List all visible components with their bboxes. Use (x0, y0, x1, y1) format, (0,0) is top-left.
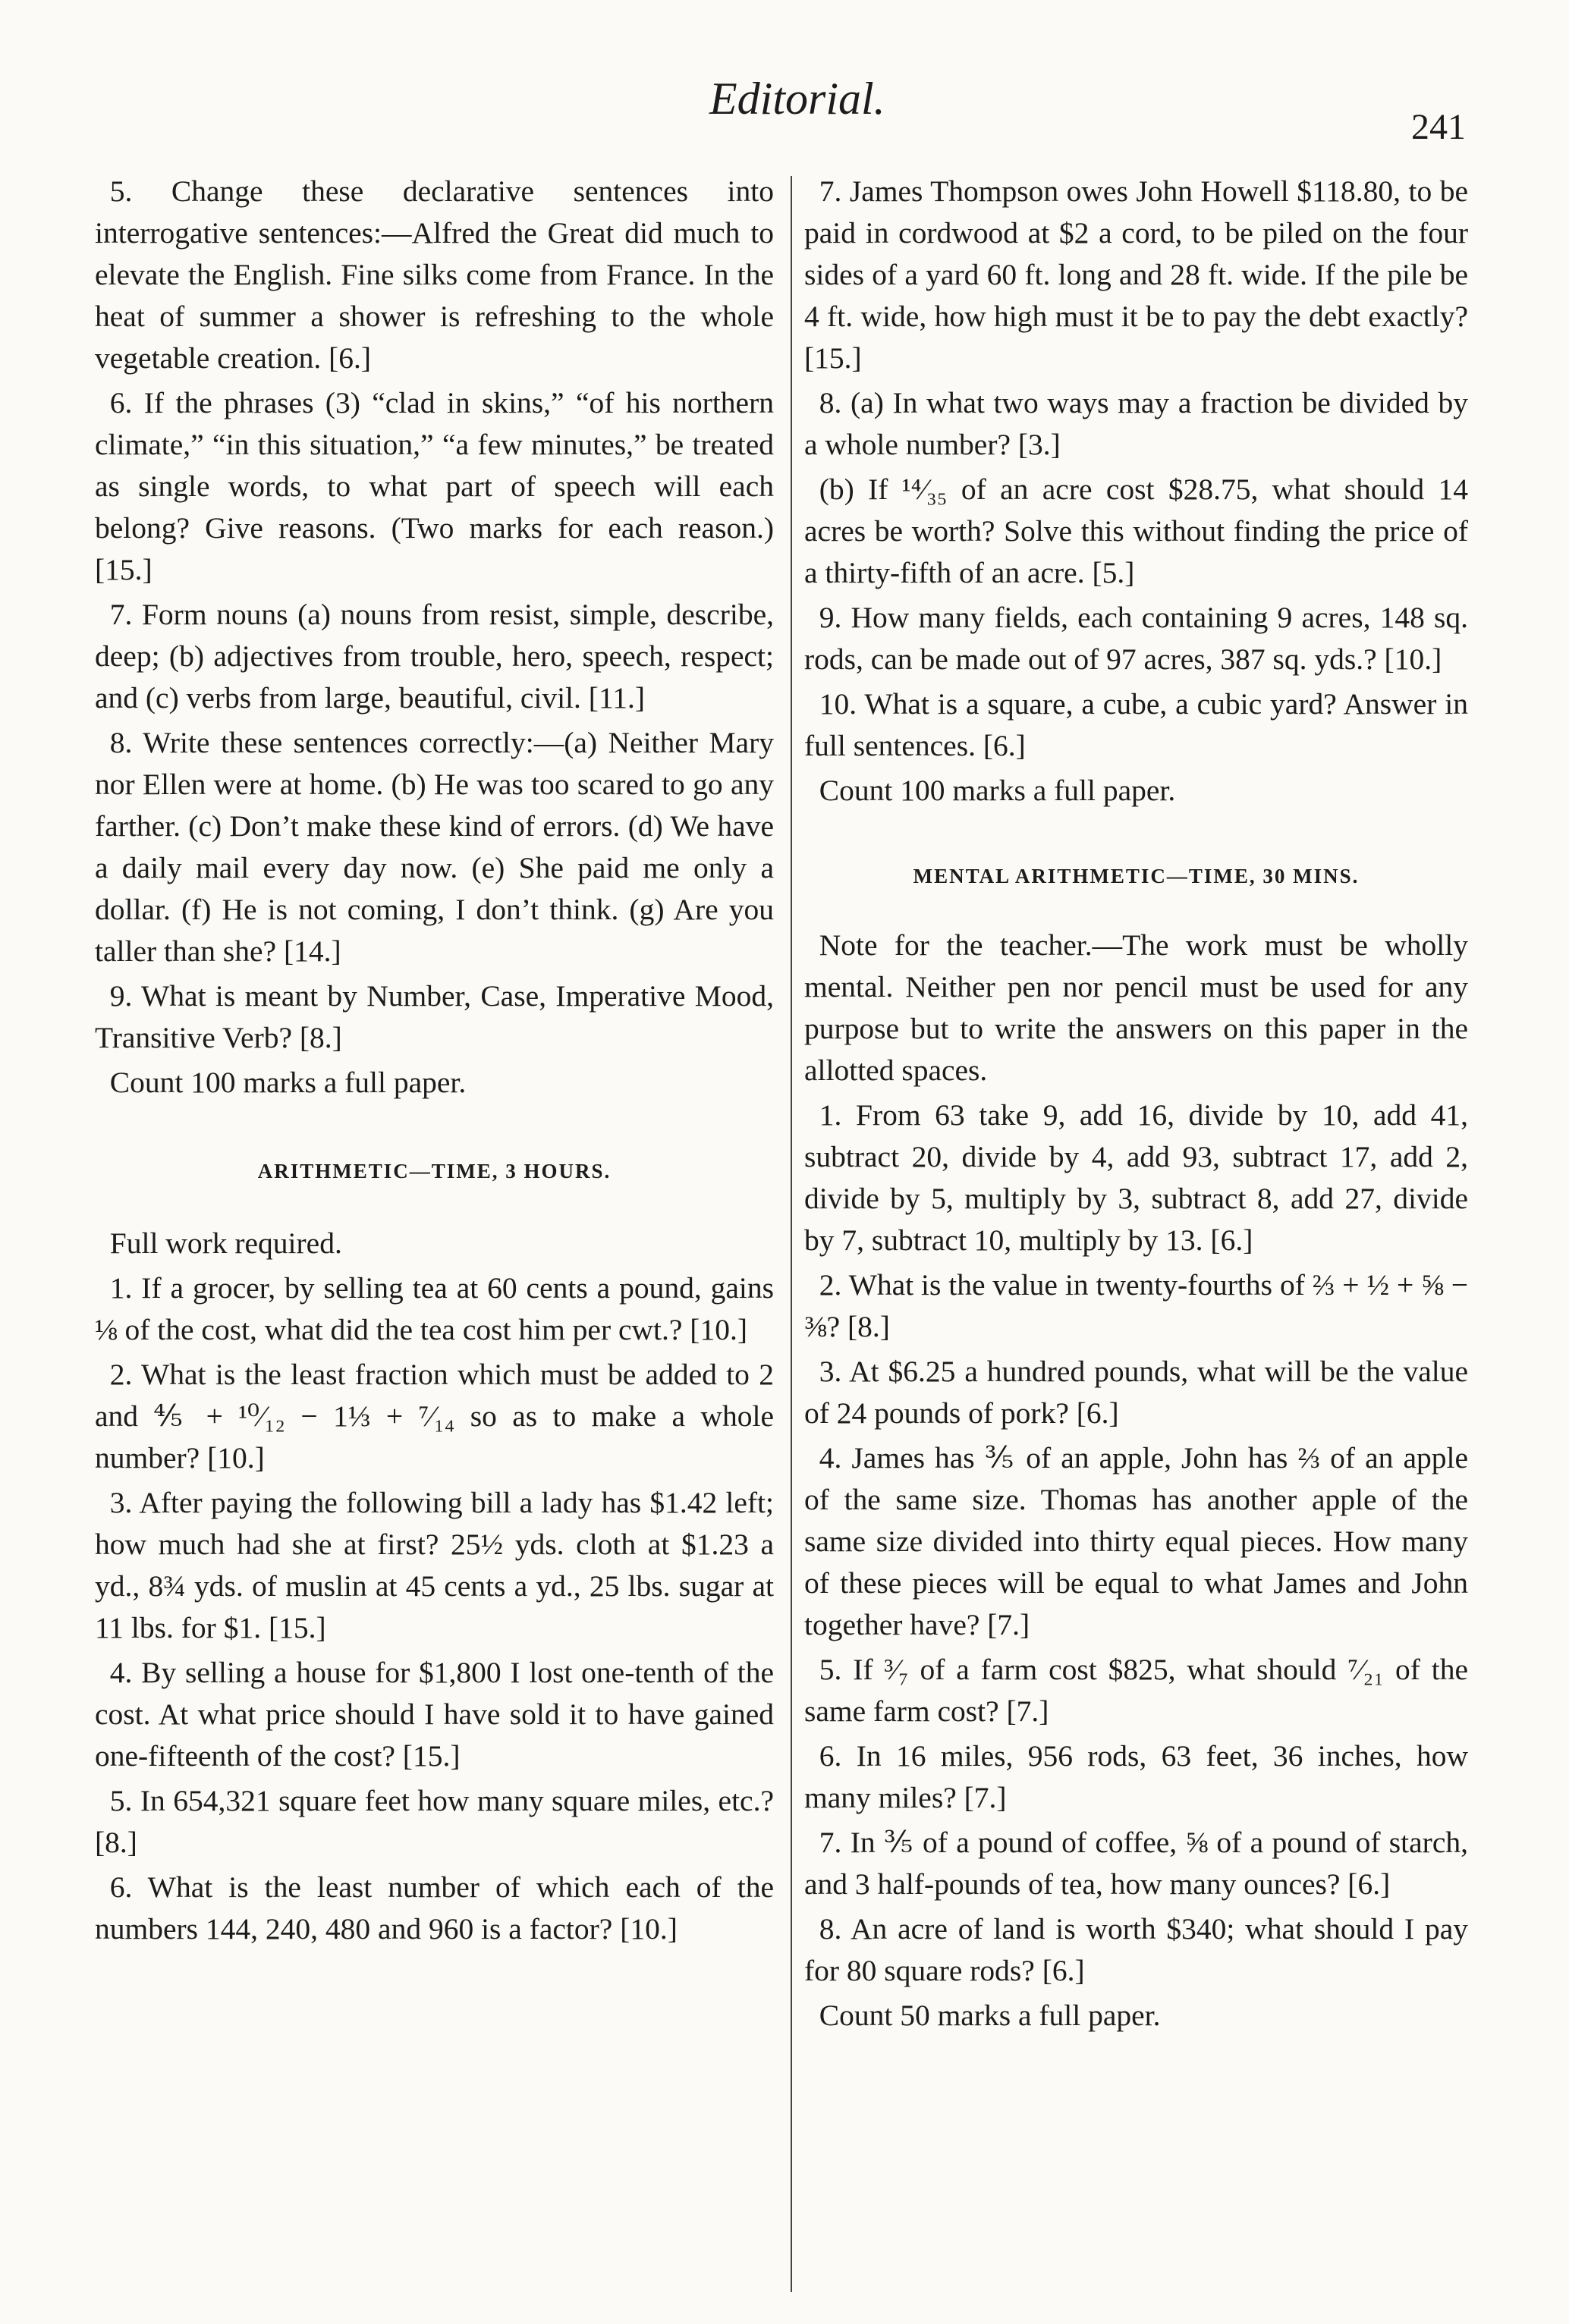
paragraph: Count 100 marks a full paper. (109, 1066, 467, 1099)
paragraph: 9. How many fields, each containing 9 acres, 148 sq. rods, can be made out of 97 acres, 387 sq. yds.? [10.] (804, 601, 1468, 676)
paragraph: 6. If the phrases (3) “clad in skins,” “of his northern climate,” “in this situation,” “a few minutes,” be treated as single words, to what part of speech will each belong? Give reasons. (Two marks for each reason.) [15.] (95, 386, 774, 586)
paragraph: 4. James has ⅗ of an apple, John has ⅔ of an apple of the same size. Thomas has another apple of the same size divided into thirty equal pieces. How many of these pieces will be equal to what James and John together have? [7.] (804, 1441, 1468, 1641)
paragraph: 5. If ³⁄₇ of a farm cost $825, what should ⁷⁄₂₁ of the same farm cost? [7.] (804, 1653, 1468, 1728)
paragraph: 3. At $6.25 a hundred pounds, what will be the value of 24 pounds of pork? [6.] (804, 1355, 1468, 1430)
paragraph: 6. What is the least number of which each of the numbers 144, 240, 480 and 960 is a factor? [10.] (95, 1870, 774, 1946)
paragraph: 3. After paying the following bill a lady has $1.42 left; how much had she at first? 25½ yds. cloth at $1.23 a yd., 8¾ yds. of muslin at 45 cents a yd., 25 lbs. sugar at 11 lbs. for $1. [15.] (95, 1486, 774, 1644)
paragraph: 1. If a grocer, by selling tea at 60 cents a pound, gains ⅛ of the cost, what did the tea cost him per cwt.? [10.] (95, 1271, 774, 1346)
paragraph: 4. By selling a house for $1,800 I lost one-tenth of the cost. At what price should I have sold it to have gained one-fifteenth of the cost? [15.] (95, 1656, 774, 1773)
paragraph: 7. Form nouns (a) nouns from resist, simple, describe, deep; (b) adjectives from trouble, hero, speech, respect; and (c) verbs from large, beautiful, civil. [11.] (95, 598, 774, 714)
paragraph: Count 100 marks a full paper. (819, 774, 1176, 807)
paragraph: 7. In ⅗ of a pound of coffee, ⅝ of a pound of starch, and 3 half-pounds of tea, how many ounces? [6.] (804, 1826, 1468, 1901)
left-column (95, 171, 774, 1950)
paragraph: 2. What is the least fraction which must be added to 2 and ⅘ + ¹⁰⁄₁₂ − 1⅓ + ⁷⁄₁₄ so as to make a whole number? [10.] (95, 1358, 774, 1474)
page-header (0, 73, 1569, 147)
paragraph: 8. (a) In what two ways may a fraction be divided by a whole number? [3.] (804, 386, 1468, 461)
paragraph: Note for the teacher.—The work must be wholly mental. Neither pen nor pencil must be used for any purpose but to write the answers on this paper in the allotted spaces. (804, 928, 1468, 1087)
paragraph: 9. What is meant by Number, Case, Imperative Mood, Transitive Verb? [8.] (95, 979, 774, 1054)
paragraph: 1. From 63 take 9, add 16, divide by 10, add 41, subtract 20, divide by 4, add 93, subtract 17, add 2, divide by 5, multiply by 3, subtract 8, add 27, divide by 7, subtract 10, multiply by 13. [6.] (804, 1098, 1468, 1257)
paragraph: 2. What is the value in twenty-fourths of ⅔ + ½ + ⅝ − ⅜? [8.] (804, 1268, 1468, 1343)
paragraph: 5. In 654,321 square feet how many square miles, etc.? [8.] (95, 1784, 774, 1859)
paragraph: Count 50 marks a full paper. (819, 1999, 1161, 2032)
section-heading: MENTAL ARITHMETIC—TIME, 30 MINS. (913, 865, 1360, 887)
paragraph: (b) If ¹⁴⁄₃₅ of an acre cost $28.75, what should 14 acres be worth? Solve this without finding the price of a thirty-fifth of an acre. [5.] (804, 473, 1468, 589)
paragraph: 8. An acre of land is worth $340; what should I pay for 80 square rods? [6.] (804, 1912, 1468, 1987)
column-divider (791, 176, 792, 2292)
right-column (804, 171, 1468, 2037)
paragraph: 6. In 16 miles, 956 rods, 63 feet, 36 inches, how many miles? [7.] (804, 1739, 1468, 1814)
paragraph: Full work required. (109, 1226, 342, 1260)
paragraph: 8. Write these sentences correctly:—(a) Neither Mary nor Ellen were at home. (b) He was too scared to go any farther. (c) Don’t make these kind of errors. (d) We have a daily mail every day now. (e) She paid me only a dollar. (f) He is not coming, I don’t think. (g) Are you taller than she? [14.] (95, 726, 774, 968)
paragraph: 7. James Thompson owes John Howell $118.80, to be paid in cordwood at $2 a cord, to be piled on the four sides of a yard 60 ft. long and 28 ft. wide. If the pile be 4 ft. wide, how high must it be to pay the debt exactly? [15.] (804, 174, 1468, 375)
page-number: 241 (1411, 107, 1466, 147)
paragraph: 5. Change these declarative sentences into interrogative sentences:—Alfred the Great did much to elevate the English. Fine silks come from France. In the heat of summer a shower is refreshing to the whole vegetable creation. [6.] (95, 174, 774, 375)
paragraph: 10. What is a square, a cube, a cubic yard? Answer in full sentences. [6.] (804, 687, 1468, 762)
section-heading: ARITHMETIC—TIME, 3 HOURS. (257, 1160, 612, 1182)
running-title: Editorial. (709, 74, 885, 124)
